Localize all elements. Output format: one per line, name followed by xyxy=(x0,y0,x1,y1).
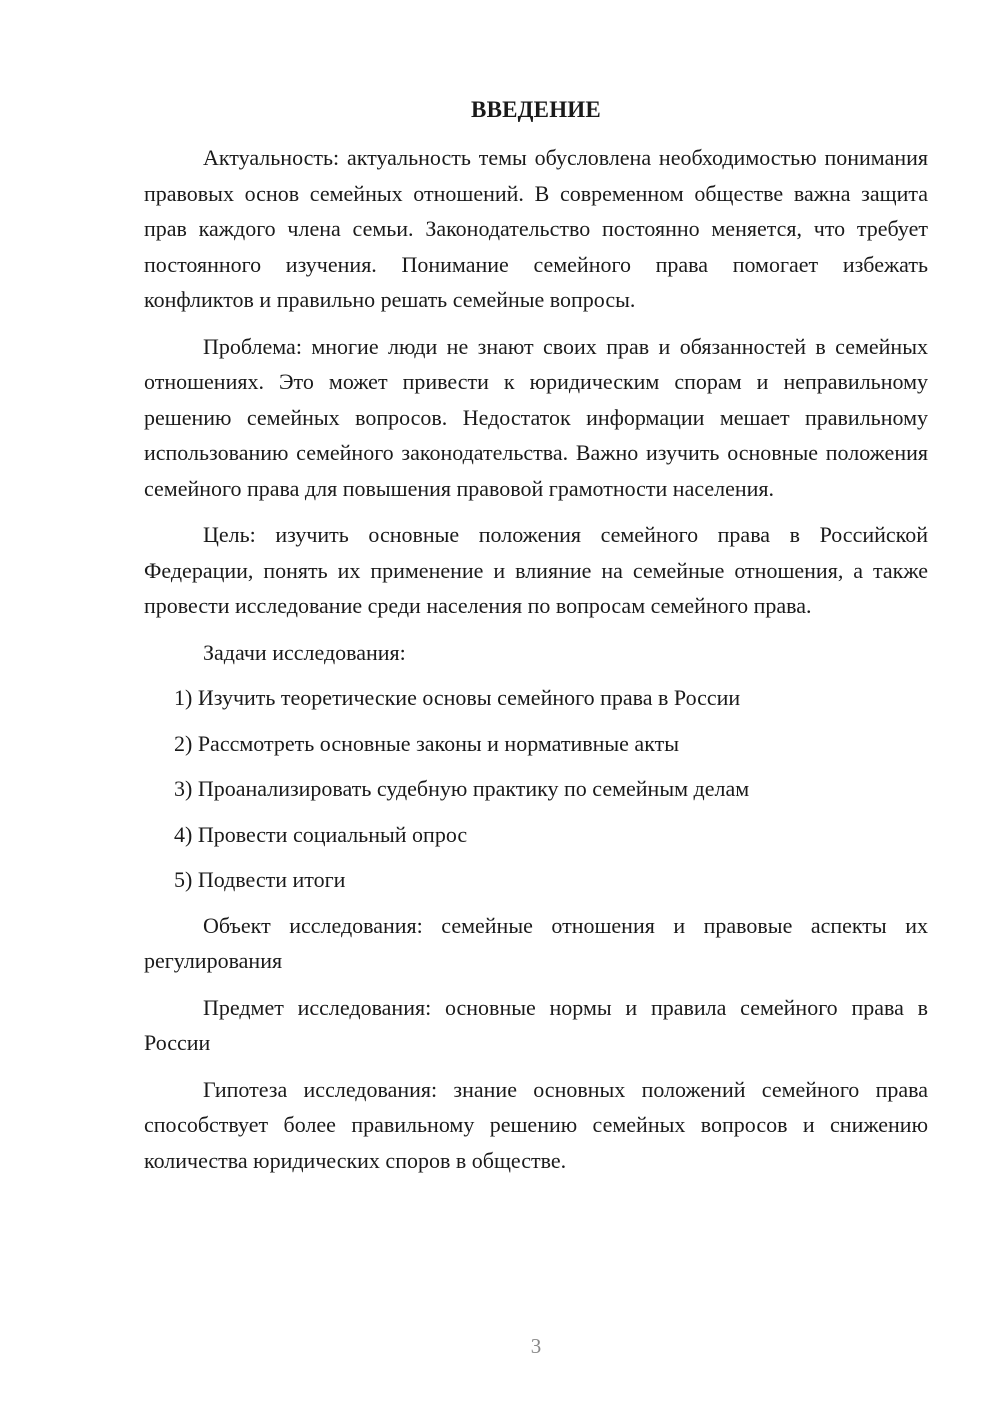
paragraph-goal: Цель: изучить основные положения семейного права в Российской Федерации, понять их применение и влияние на семейные отношения, а также провести исследование среди населения по вопросам семейного права. xyxy=(144,522,928,618)
task-item: 3) Проанализировать судебную практику по семейным делам xyxy=(174,776,750,801)
page-number: 3 xyxy=(530,1334,542,1358)
tasks-heading: Задачи исследования: xyxy=(203,639,406,665)
task-item: 1) Изучить теоретические основы семейного права в России xyxy=(174,685,741,710)
tasks-list xyxy=(144,680,928,898)
paragraph-object: Объект исследования: семейные отношения и правовые аспекты их регулирования xyxy=(144,912,928,973)
task-item: 4) Провести социальный опрос xyxy=(174,821,468,847)
task-item: 5) Подвести итоги xyxy=(174,867,346,892)
section-title: ВВЕДЕНИЕ xyxy=(471,97,601,122)
paragraph-hypothesis: Гипотеза исследования: знание основных положений семейного права способствует более правильному решению семейных вопросов и снижению количества юридических споров в обществе. xyxy=(144,1076,928,1173)
paragraph-relevance: Актуальность: актуальность темы обусловлена необходимостью понимания правовых основ семейных отношений. В современном обществе важна защита прав каждого члена семьи. Законодательство постоянно меняется, что требует постоянного изучения. Понимание семейного права помогает избежать конфликтов и правильно решать семейные вопросы. xyxy=(144,145,928,312)
paragraph-subject: Предмет исследования: основные нормы и правила семейного права в России xyxy=(144,994,928,1055)
paragraph-problem: Проблема: многие люди не знают своих прав и обязанностей в семейных отношениях. Это может привести к юридическим спорам и неправильному решению семейных вопросов. Недостаток информации мешает правильному использованию семейного законодательства. Важно изучить основные положения семейного права для повышения правовой грамотности населения. xyxy=(144,333,928,501)
task-item: 2) Рассмотреть основные законы и нормативные акты xyxy=(174,730,679,756)
document-page xyxy=(144,92,928,1189)
